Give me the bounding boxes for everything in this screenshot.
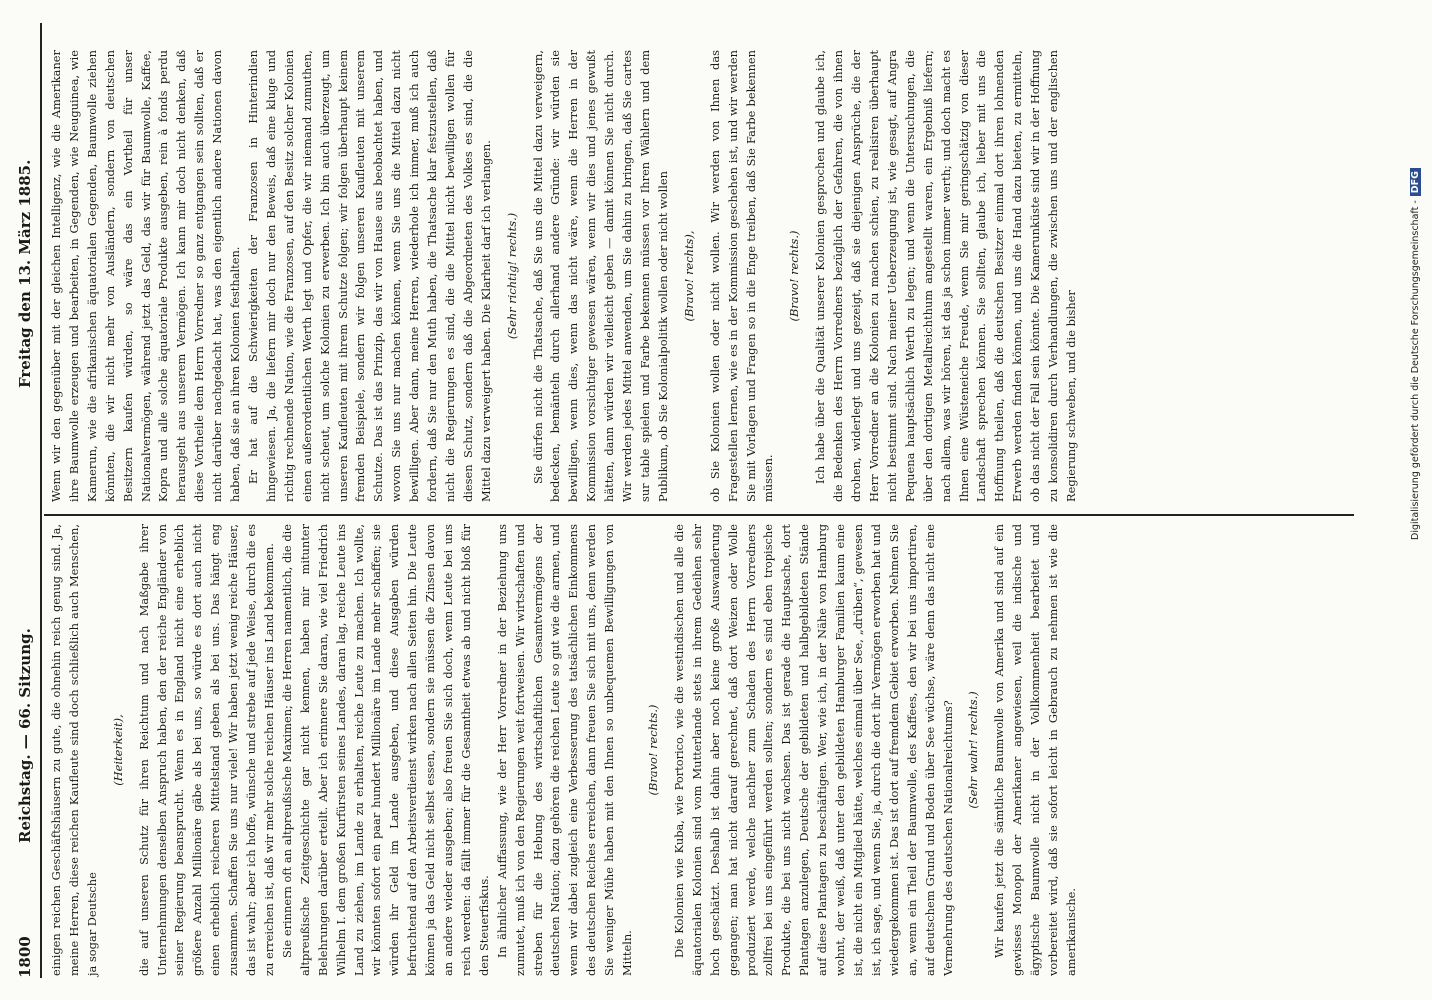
paragraph: ob Sie Kolonien wollen oder nicht wollen. Wir werden von Ihnen das Fragestellen lernen, wie es in der Kommission geschehen ist, und wir werden Sie mit Vorlagen und Fragen so in die Enge treiben, daß Sie Farbe bekennen müssen. xyxy=(707,50,776,502)
dfg-credit-text: Digitalisierung gefördert durch die Deutsche Forschungsgemeinschaft - xyxy=(1410,200,1421,540)
paragraph: In ähnlicher Auffassung, wie der Herr Vorredner in der Beziehung uns zumutet, muß ich von den Regierungen weit fortweisen. Wir wirtschaften und streben für die Hebung des wirtschaftlichen Gesamtvermögens der deutschen Nation; dazu gehören die reichen Leute so gut wie die armen, und wenn wir dabei zugleich eine Verbesserung des tatsächlichen Einkommens des deutschen Reiches erreichen, dann freuen Sie sich mit uns, denn werden Sie weniger Mühe haben mit den Ihnen so unbequemen Bewilligungen von Mitteln. xyxy=(494,524,635,976)
remark: (Heiterkeit), xyxy=(110,714,125,786)
remark: (Sehr wahr! rechts.) xyxy=(966,691,981,809)
paragraph: Er hat auf die Schwierigkeiten der Franzosen in Hinterindien hingewiesen. Ja, die liefern mir doch nur den Beweis, daß eine kluge und richtig rechnende Nation, wie die Franzosen, auf den Besitz solcher Kolonien einen außerordentlichen Werth legt und Opfer, die wir niemand zumuthen, nicht scheut, um solche Kolonien zu erwerben. Ich bin auch überzeugt, um unseren Kaufleuten mit ihrem Schutze folgen; wir folgen überhaupt keinem fremden Beispiele, sondern wir folgen unseren Kaufleuten mit unserem Schutze. Das ist das Prinzip, das wir von Hause aus beobachtet haben, und wovon Sie uns nur machen können, wenn Sie uns die Mittel dazu nicht bewilligen. Aber dann, meine Herren, wiederhole ich immer, muß ich auch fordern, daß Sie nur den Muth haben, die Thatsache klar festzustellen, daß nicht die Regierungen es sind, die die Mittel nicht bewilligen wollen für diesen Schutz, sondern daß die Abgeordneten des Volkes es sind, die die Mittel dazu verweigert haben. Die Klarheit darf ich verlangen. xyxy=(245,50,493,502)
paragraph: Wir kaufen jetzt die sämtliche Baumwolle von Amerika und sind auf ein gewisses Monopol der Amerikaner angewiesen, weil die indische und ägyptische Baumwolle nicht in der Vollkommenheit bearbeitet und vorbereitet wird, daß sie sofort leicht in Gebrauch zu nehmen ist wie die amerikanische. xyxy=(992,524,1078,976)
remark: (Sehr richtig! rechts.) xyxy=(504,212,519,340)
header-date: Freitag den 13. März 1885. xyxy=(16,159,34,388)
page-number: 1800 xyxy=(16,936,34,978)
paragraph: die auf unseren Schutz für ihren Reichtum und nach Maßgabe ihrer Unternehmungen denselben Anspruch haben, den der reiche Engländer von seiner Regierung beansprucht. Wenn es in England nicht eine erheblich größere Anzahl Millionäre gäbe als bei uns, so würde es dort auch nicht einen erheblich reicheren Mittelstand geben als bei uns. Das hängt eng zusammen. Schaffen Sie uns nur viele! Wir haben jetzt wenig reiche Häuser, das ist wahr; aber ich hoffe, wünsche und strebe auf jede Weise, durch die es zu erreichen ist, daß wir mehr solche reichen Häuser ins Land bekommen. xyxy=(136,524,276,976)
paragraph: Sie dürfen nicht die Thatsache, daß Sie uns die Mittel dazu verweigern, bedecken, bemänteln durch allerhand andere Gründe: wir würden sie bewilligen, wenn dies, wenn das nicht wäre, wenn die Herren in der Kommission vorsichtiger gewesen wären, wenn wir dies und jenes gewußt hätten, dann würden wir vielleicht geben — damit können Sie nicht durch. Wir werden jedes Mittel anwenden, um Sie dahin zu bringen, daß Sie cartes sur table spielen und Farbe bekennen müssen vor Ihren Wählern und dem Publikum, ob Sie Kolonialpolitik wollen oder nicht wollen xyxy=(530,50,670,502)
column-rule xyxy=(44,514,1354,516)
right-column xyxy=(48,50,1081,502)
paragraph: einigen reichen Geschäftshäusern zu gute, die ohnehin reich genug sind. Ja, meine Herren, diese reichen Kaufleute sind doch schließlich auch Menschen, ja sogar Deutsche xyxy=(49,524,99,976)
remark: (Bravo! rechts.) xyxy=(646,704,660,796)
paragraph: Die Kolonien wie Kuba, wie Portorico, wie die westindischen und alle die äquatorialen Kolonien sind vom Mutterlande stets in ihrem Gedeihen sehr hoch geschätzt. Deshalb ist dahin aber noch keine große Auswanderung gegangen; man hat nicht darauf gerechnet, daß dort Weizen oder Wolle produziert werde, welche nachher zum Schaden des Herrn Vorredners zollfrei bei uns eingeführt werden sollten; sondern es sind eben tropische Produkte, die bei uns nicht wachsen. Das ist gerade die Hauptsache, dort Plantagen anzulegen, Deutsche der gebildeten und halbgebildeten Stände auf diese Plantagen zu beschäftigen. Wer, wie ich, in der Nähe von Hamburg wohnt, der weiß, daß unter den gebildeten Hamburger Familien kaum eine ist, die nicht ein Mitglied hätte, welches einmal über See, „drüben“, gewesen ist, ich sage, und wenn Sie, ja, durch die dort ihr Vermögen erworben hat und wiedergekommen ist. Das ist dort auf fremdem Gebiet erworben. Nehmen Sie an, wenn ein Theil der Baumwolle, des Kaffees, den wir bei uns importiren, auf deutschem Grund und Boden über See wüchse, wäre denn das nicht eine Vermehrung des deutschen Nationalreichtums? xyxy=(671,524,955,976)
page-header xyxy=(14,18,38,978)
header-rule xyxy=(40,23,42,978)
paragraph: Wenn wir den gegenüber mit der gleichen Intelligenz, wie die Amerikaner ihre Baumwolle erzeugen und bearbeiten, in Gegenden, wie Neuguinea, wie Kamerun, wie die afrikanischen äquatorialen Gegenden, Baumwolle ziehen könnten, die wir nicht mehr von Ausländern, sondern von deutschen Besitzern kaufen würden, so wäre das ein Vortheil für unser Nationalvermögen, während jetzt das Geld, das wir für Baumwolle, Kaffee, Kopra und alle solche äquatoriale Produkte ausgeben, rein à fonds perdu herausgeht aus unserem Vermögen. Ich kann mir doch nicht denken, daß diese Vortheile dem Herrn Vorredner so ganz entgangen sein sollten, daß er nicht darüber nachgedacht hat, was den eigentlich andere Nationen davon haben, daß sie an ihren Kolonien festhalten. xyxy=(49,50,243,502)
remark: (Bravo! rechts.) xyxy=(787,230,802,322)
dfg-logo: DFG xyxy=(1410,168,1421,196)
left-column xyxy=(48,524,1081,976)
paragraph: Ich habe über die Qualität unserer Kolonien gesprochen und glaube ich, die Bedenken des Herrn Vorredners bezüglich der Gefahren, die von ihnen drohen, widerlegt und uns gezeigt, daß sie diejenigen Ansprüche, die der Herr Vorredner an die Kolonien zu machen schien, zu realisiren überhaupt nicht bestimmt sind. Nach meiner Ueberzeugung ist, wie gesagt, auf Angra Pequena hauptsächlich Werth zu legen; und wenn die Untersuchungen, die über den dortigen Metallreichthum angestellt waren, ein Ergebniß liefern; nach allem, was wir hören, ist das ja schon immer werth; und doch macht es Ihnen eine Wüsteneiche Freude, wenn Sie mir geringschätzig von dieser Landschaft sprechen können. Sie sollten, glaube ich, lieber mit uns die Hoffnung theilen, daß die deutschen Besitzer einmal dort ihren lohnenden Erwerb werden finden können, und uns die Hand dazu bieten, zu ermitteln, ob das nicht der Fall sein könnte. Die Kamerunküste sind wir in der Hoffnung zu konsolidiren durch Verhandlungen, die zwischen uns und der englischen Regierung schweben, und die bisher xyxy=(813,50,1078,502)
header-session: Reichstag. — 66. Sitzung. xyxy=(16,628,34,843)
remark: (Bravo! rechts), xyxy=(681,230,696,322)
paragraph: Sie erinnern oft an altpreußische Maximen; die Herren namentlich, die die altpreußische Zeitgeschichte gar nicht kennen, haben mir mitunter Belehrungen darüber erteilt. Aber ich erinnere Sie daran, wie viel Friedrich Wilhelm I. dem großen Kurfürsten seines Landes, daran lag, reiche Leute ins Land zu ziehen, im Lande zu erhalten, reiche Leute zu machen. Ich wollte, wir könnten sofort ein paar hundert Millionäre im Lande mehr schaffen; sie würden ihr Geld im Lande ausgeben, und diese Ausgaben würden befruchtend auf den Arbeitsverdienst wirken nach allen Seiten hin. Die Leute können ja das Geld nicht selbst essen, sondern sie müssen die Zinsen davon an andere wieder ausgeben; also freuen Sie sich doch, wenn Leute bei uns reich werden: da fällt immer für die Gesamtheit etwas ab und nicht bloß für den Steuerfiskus. xyxy=(279,524,491,976)
dfg-credit xyxy=(1410,20,1426,540)
